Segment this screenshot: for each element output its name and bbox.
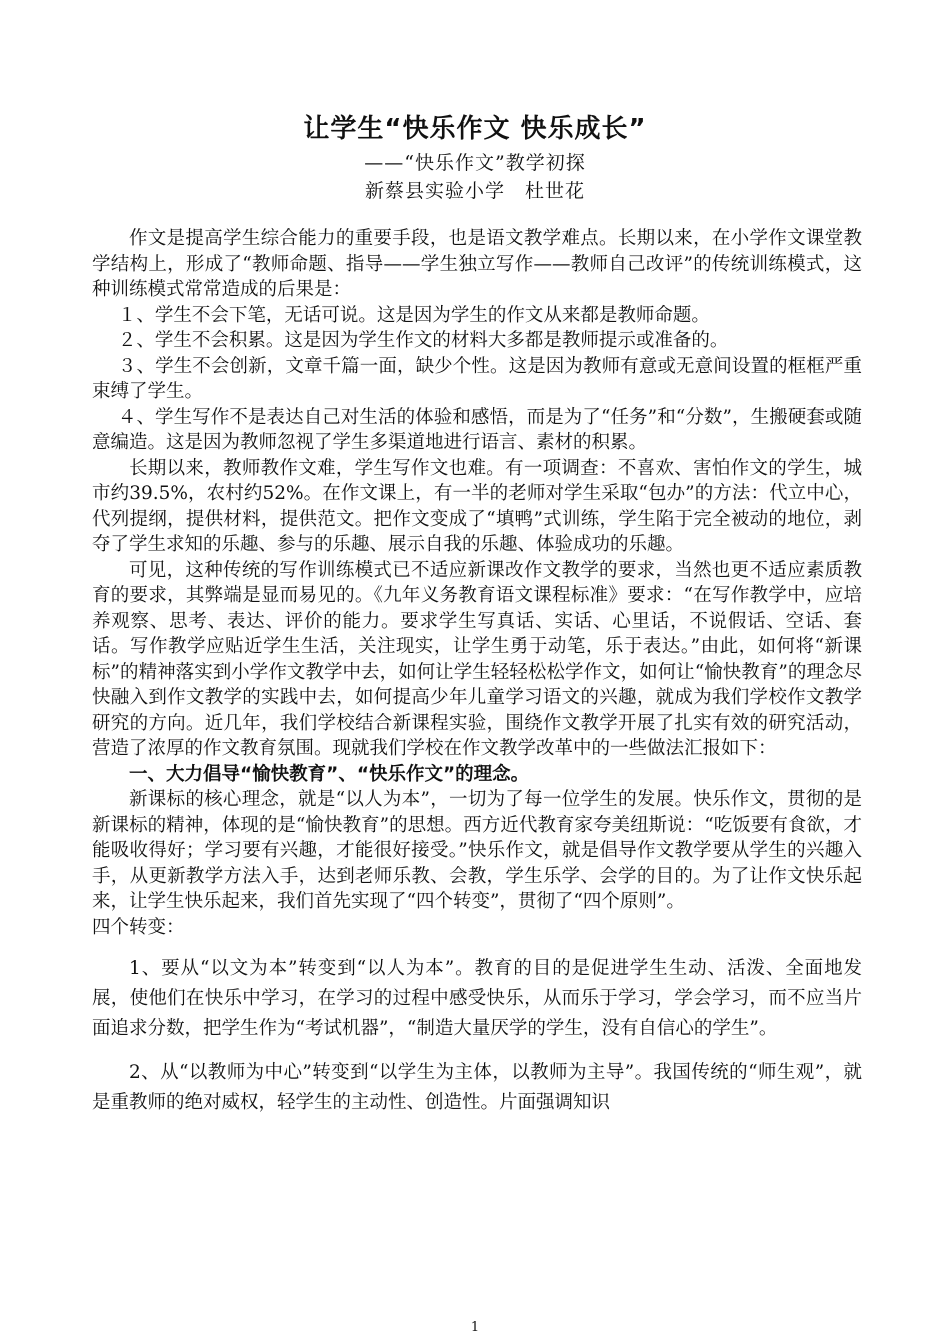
paragraph-four-changes-label: 四个转变： — [92, 916, 185, 938]
list-item: ４、学生写作不是表达自己对生活的体验和感悟，而是为了“任务”和“分数”，生搬硬套或随意编造。这是因为教师忽视了学生多渠道地进行语言、素材的积累。 — [92, 406, 862, 453]
paragraph-change-2: 2、从“以教师为中心”转变到“以学生为主体，以教师为主导”。我国传统的“师生观”，就是重教师的绝对威权，轻学生的主动性、创造性。片面强调知识 — [92, 1062, 862, 1113]
paragraph-intro: 作文是提高学生综合能力的重要手段，也是语文教学难点。长期以来，在小学作文课堂教学结构上，形成了“教师命题、指导——学生独立写作——教师自己改评”的传统训练模式，这种训练模式常常造成的后果是： — [92, 228, 862, 300]
document-author: 新蔡县实验小学 杜世花 — [364, 180, 585, 202]
paragraph-survey: 长期以来，教师教作文难，学生写作文也难。有一项调查：不喜欢、害怕作文的学生，城市约39.5%，农村约52%。在作文课上，有一半的老师对学生采取“包办”的方法：代立中心，代列提纲，提供材料，提供范文。把作文变成了“填鸭”式训练，学生陷于完全被动的地位，剥夺了学生求知的乐趣、参与的乐趣、展示自我的乐趣、体验成功的乐趣。 — [92, 457, 862, 555]
list-item: ３、学生不会创新，文章千篇一面，缺少个性。这是因为教师有意或无意间设置的框框严重束缚了学生。 — [92, 355, 862, 402]
document-title: 让学生“快乐作文 快乐成长” — [303, 114, 647, 144]
page-number: 1 — [470, 1320, 480, 1335]
list-item: １、学生不会下笔，无话可说。这是因为学生的作文从来都是教师命题。 — [117, 304, 710, 326]
list-item: ２、学生不会积累。这是因为学生作文的材料大多都是教师提示或准备的。 — [117, 330, 729, 351]
section-heading: 一、大力倡导“愉快教育”、“快乐作文”的理念。 — [129, 763, 530, 785]
document-subtitle: ——“快乐作文”教学初探 — [364, 152, 586, 174]
paragraph-change-1: 1、要从“以文为本”转变到“以人为本”。教育的目的是促进学生生动、活泼、全面地发展，使他们在快乐中学习，在学习的过程中感受快乐，从而乐于学习，学会学习，而不应当片面追求分数，把学生作为“考试机器”，“制造大量厌学的学生，没有自信心的学生”。 — [92, 958, 862, 1039]
paragraph-standards: 可见，这种传统的写作训练模式已不适应新课改作文教学的要求，当然也更不适应素质教育的要求，其弊端是显而易见的。《九年义务教育语文课程标准》要求：“在写作教学中，应培养观察、思考、表达、评价的能力。要求学生写真话、实话、心里话，不说假话、空话、套话。写作教学应贴近学生生活，关注现实，让学生勇于动笔，乐于表达。”由此，如何将“新课标”的精神落实到小学作文教学中去，如何让学生轻轻松松学作文，如何让“愉快教育”的理念尽快融入到作文教学的实践中去，如何提高少年儿童学习语文的兴趣，就成为我们学校作文教学研究的方向。近几年，我们学校结合新课程实验，围绕作文教学开展了扎实有效的研究活动，营造了浓厚的作文教育氛围。现就我们学校在作文教学改革中的一些做法汇报如下： — [92, 559, 862, 759]
document-body — [92, 226, 862, 1118]
paragraph-core-concept: 新课标的核心理念，就是“以人为本”，一切为了每一位学生的发展。快乐作文，贯彻的是新课标的精神，体现的是“愉快教育”的思想。西方近代教育家夸美纽斯说：“吃饭要有食欲，才能吸收得好；学习要有兴趣，才能很好接受。”快乐作文，就是倡导作文教学要从学生的兴趣入手，从更新教学方法入手，达到老师乐教、会教，学生乐学、会学的目的。为了让作文快乐起来，让学生快乐起来，我们首先实现了“四个转变”，贯彻了“四个原则”。 — [92, 789, 862, 912]
